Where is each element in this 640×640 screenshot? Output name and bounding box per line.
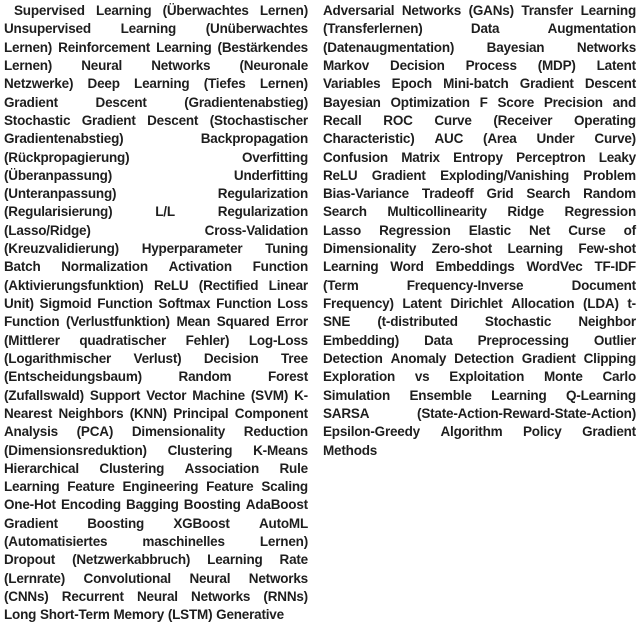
- word: (Bestärkendes: [217, 39, 308, 55]
- word: (Tiefes: [203, 76, 246, 92]
- word: Transfer: [521, 3, 574, 18]
- word: Lernen): [4, 57, 53, 73]
- text-line: [4, 496, 308, 514]
- text-line: [323, 57, 636, 75]
- text-line: [4, 423, 308, 441]
- word: Clustering: [99, 460, 165, 476]
- word: F: [479, 94, 488, 110]
- text-line: [4, 350, 308, 368]
- word: Support: [89, 387, 141, 403]
- text-line: [323, 442, 636, 460]
- word: Elastic: [468, 222, 511, 238]
- word: (Regularisierung): [4, 204, 113, 220]
- word: Curve): [594, 131, 636, 147]
- word: Loss: [277, 296, 308, 311]
- word: L/L: [155, 204, 175, 220]
- text-line: [323, 313, 636, 331]
- word: Activation: [168, 259, 232, 275]
- word: Embedding): [323, 332, 399, 348]
- word: Stochastic: [484, 314, 552, 330]
- word: Hyperparameter: [141, 241, 243, 257]
- word: Ensemble: [409, 387, 472, 403]
- word: AutoML: [258, 515, 308, 531]
- word: (CNNs): [4, 589, 49, 604]
- word: Descent: [584, 76, 636, 92]
- text-line: [4, 39, 308, 57]
- word: Networks: [151, 57, 211, 73]
- word: Algorithm: [440, 424, 503, 440]
- text-line: [4, 130, 308, 148]
- text-line: [323, 167, 636, 185]
- word: vs: [414, 369, 430, 385]
- word: t-: [627, 296, 636, 311]
- text-line: [323, 277, 636, 295]
- word: Lernen): [259, 534, 308, 550]
- word: Methods: [323, 442, 378, 458]
- word: Frequency-Inverse: [406, 277, 524, 293]
- word: Gradient: [4, 94, 58, 110]
- word: Ridge: [507, 204, 544, 220]
- text-line: [4, 167, 308, 185]
- text-line: [323, 203, 636, 221]
- text-line: [4, 94, 308, 112]
- word: Scaling: [261, 479, 308, 495]
- text-line: [4, 515, 308, 533]
- word: Gradient: [519, 76, 574, 92]
- text-line: [323, 112, 636, 130]
- word: (Automatisiertes: [4, 534, 108, 550]
- word: Stochastic: [4, 112, 71, 128]
- word: Data: [470, 21, 500, 37]
- text-line: [4, 478, 308, 496]
- word: Word: [390, 259, 424, 275]
- word: Clustering: [167, 442, 233, 458]
- word: Learning: [507, 241, 563, 257]
- word: SARSA: [323, 405, 370, 421]
- word: Neighbors: [58, 405, 124, 421]
- word: Lernen): [259, 3, 308, 18]
- text-line: [323, 185, 636, 203]
- word: Descent: [95, 94, 147, 110]
- word: Tuning: [265, 241, 308, 257]
- text-line: [323, 368, 636, 386]
- word: Batch: [4, 259, 41, 275]
- word: Analysis: [4, 424, 58, 440]
- word: Function: [4, 314, 60, 330]
- text-line: [4, 2, 308, 20]
- word: Unit): [4, 296, 34, 311]
- word: Feature: [206, 479, 254, 495]
- text-line: [323, 295, 636, 313]
- word: Bayesian: [323, 94, 381, 110]
- text-line: [4, 240, 308, 258]
- text-line: [4, 295, 308, 313]
- word: Random: [583, 186, 636, 202]
- text-column-right: [323, 2, 636, 640]
- word: Carlo: [602, 369, 636, 385]
- word: Recall: [323, 112, 362, 128]
- text-line: [323, 20, 636, 38]
- word: Netzwerke): [4, 76, 74, 92]
- word: Function: [252, 259, 308, 275]
- word: Gradient: [521, 350, 576, 366]
- word: Curse: [568, 222, 606, 238]
- word: (GANs): [468, 3, 514, 18]
- word: Frequency): [323, 296, 394, 311]
- word: Lernen): [259, 76, 308, 92]
- text-line: [4, 606, 308, 624]
- word: Learning: [134, 76, 190, 92]
- word: (State-Action-Reward-State-Action): [417, 405, 636, 421]
- word: Problem: [583, 167, 636, 183]
- word: Simulation: [323, 387, 391, 403]
- word: (KNN): [129, 405, 167, 421]
- word: Latent: [402, 296, 442, 311]
- word: (Area: [483, 131, 517, 147]
- word: (Zufallswald): [4, 387, 84, 403]
- text-line: [4, 332, 308, 350]
- word: Networks: [401, 3, 462, 18]
- word: Gradient: [4, 515, 58, 531]
- word: Machine: [192, 387, 245, 403]
- word: (Neuronale: [239, 57, 308, 73]
- text-line: [323, 2, 636, 20]
- word: Learning: [491, 387, 547, 403]
- word: Error: [275, 314, 308, 330]
- word: Lernen): [4, 39, 53, 55]
- word: Curve: [434, 112, 472, 128]
- word: Rule: [279, 460, 308, 476]
- word: ReLU: [153, 277, 189, 293]
- word: Boosting: [87, 515, 145, 531]
- word: (Gradientenabstieg): [184, 94, 308, 110]
- word: SNE: [323, 314, 351, 330]
- word: Regularization: [217, 186, 308, 202]
- word: Fehler): [185, 332, 230, 348]
- word: maschinelles: [142, 534, 225, 550]
- text-line: [4, 277, 308, 295]
- word: Gradientenabstieg): [4, 131, 124, 147]
- word: Sigmoid: [39, 296, 92, 311]
- word: Convolutional: [83, 570, 171, 586]
- word: Latent: [596, 57, 636, 73]
- word: (Dimensionsreduktion): [4, 442, 147, 458]
- word: Bayesian: [486, 39, 545, 55]
- word: Deep: [87, 76, 120, 92]
- word: Vector: [146, 387, 187, 403]
- text-line: [323, 332, 636, 350]
- word: Function: [97, 296, 153, 311]
- text-line: [4, 313, 308, 331]
- word: Policy: [522, 424, 562, 440]
- text-column-left: [4, 2, 308, 640]
- word: (Überanpassung): [4, 167, 113, 183]
- word: Decision: [203, 350, 259, 366]
- word: Adversarial: [323, 3, 395, 18]
- word: Perceptron: [516, 149, 586, 165]
- word: Neural: [136, 589, 178, 604]
- word: (Entscheidungsbaum): [4, 369, 142, 385]
- word: (Logarithmischer: [4, 350, 112, 366]
- text-line: [323, 94, 636, 112]
- text-line: [323, 130, 636, 148]
- word: Learning: [95, 3, 152, 18]
- word: (t-distributed: [377, 314, 458, 330]
- word: (Netzwerkabbruch): [72, 552, 191, 568]
- word: Association: [184, 460, 259, 476]
- word: Nearest: [4, 405, 53, 421]
- word: Process: [465, 57, 517, 73]
- word: Learning: [207, 552, 263, 568]
- word: Data: [424, 332, 453, 348]
- word: Short-Term: [39, 607, 110, 623]
- text-line: [4, 112, 308, 130]
- word: Learning: [323, 259, 379, 275]
- word: Mini-batch: [443, 76, 509, 92]
- word: Exploitation: [449, 369, 525, 385]
- word: Networks: [191, 589, 251, 604]
- text-line: [4, 203, 308, 221]
- text-line: [4, 570, 308, 588]
- word: (Überwachtes: [162, 3, 249, 18]
- word: K-Means: [253, 442, 308, 458]
- word: (RNNs): [263, 589, 308, 604]
- word: Operating: [574, 112, 636, 128]
- word: Characteristic): [323, 131, 415, 147]
- text-line: [4, 405, 308, 423]
- text-line: [4, 75, 308, 93]
- word: Reinforcement: [58, 39, 151, 55]
- word: One-Hot: [4, 497, 56, 513]
- word: Variables: [323, 76, 381, 92]
- word: Learning: [580, 3, 636, 18]
- text-line: [4, 185, 308, 203]
- word: Principal: [173, 405, 229, 421]
- word: Learning: [156, 39, 212, 55]
- word: Random: [178, 369, 232, 385]
- word: Search: [323, 204, 367, 220]
- word: Bias-Variance: [323, 186, 409, 202]
- word: (Mittlerer: [4, 332, 60, 348]
- word: Encoding: [60, 497, 121, 513]
- word: Boosting: [183, 497, 241, 513]
- word: Underfitting: [233, 167, 308, 183]
- word: Regularization: [217, 204, 308, 220]
- word: Backpropagation: [200, 131, 308, 147]
- word: Document: [571, 277, 636, 293]
- word: Engineering: [122, 479, 199, 495]
- word: TF-IDF: [594, 259, 636, 275]
- word: Matrix: [401, 149, 440, 165]
- word: XGBoost: [173, 515, 230, 531]
- word: Rate: [279, 552, 308, 568]
- text-line: [4, 387, 308, 405]
- word: Detection: [454, 350, 514, 366]
- word: Squared: [216, 314, 270, 330]
- word: Dimensionality: [131, 424, 226, 440]
- word: Lasso: [323, 222, 362, 238]
- word: Verlust): [133, 350, 182, 366]
- word: (Transferlernen): [323, 21, 423, 37]
- word: Under: [536, 131, 575, 147]
- word: Neural: [81, 57, 123, 73]
- word: Descent: [147, 112, 199, 128]
- word: Multicollinearity: [387, 204, 487, 220]
- word: (Stochastischer: [209, 112, 308, 128]
- text-line: [4, 460, 308, 478]
- word: Forest: [267, 369, 308, 385]
- word: (LDA): [583, 296, 619, 311]
- word: WordVec: [526, 259, 583, 275]
- word: Learning: [4, 479, 60, 495]
- word: (Verlustfunktion): [65, 314, 170, 330]
- word: Tree: [280, 350, 308, 366]
- word: (Kreuzvalidierung): [4, 241, 119, 257]
- text-line: [323, 149, 636, 167]
- word: (Unüberwachtes: [205, 21, 308, 37]
- word: (Receiver: [493, 112, 553, 128]
- word: Detection: [323, 350, 383, 366]
- word: Outlier: [593, 332, 636, 348]
- text-line: [323, 75, 636, 93]
- word: Leaky: [598, 149, 636, 165]
- word: (Lasso/Ridge): [4, 222, 91, 238]
- word: Preprocessing: [477, 332, 569, 348]
- word: Epoch: [391, 76, 432, 92]
- word: Linear: [268, 277, 308, 293]
- word: Q-Learning: [565, 387, 636, 403]
- word: Regression: [379, 222, 451, 238]
- word: Log-Loss: [248, 332, 308, 348]
- word: Long: [4, 607, 37, 623]
- word: (PCA): [76, 424, 114, 440]
- word: (Term: [323, 277, 359, 293]
- text-line: [323, 387, 636, 405]
- word: Mean: [176, 314, 211, 330]
- text-line: [4, 442, 308, 460]
- word: Component: [234, 405, 308, 421]
- word: (SVM): [250, 387, 289, 403]
- word: Softmax: [158, 296, 211, 311]
- word: Supervised: [14, 3, 85, 18]
- word: Memory: [113, 607, 165, 623]
- word: Feature: [67, 479, 115, 495]
- text-line: [4, 551, 308, 569]
- word: Regression: [564, 204, 636, 220]
- text-line: [323, 405, 636, 423]
- word: Bagging: [126, 497, 179, 513]
- text-line: [4, 588, 308, 606]
- word: Markov: [323, 57, 370, 73]
- word: Networks: [576, 39, 636, 55]
- word: Anomaly: [390, 350, 447, 366]
- word: Tradeoff: [421, 186, 474, 202]
- text-line: [4, 368, 308, 386]
- text-line: [323, 350, 636, 368]
- word: Monte: [543, 369, 583, 385]
- word: Dropout: [4, 552, 56, 568]
- word: (Rectified: [198, 277, 259, 293]
- word: Normalization: [61, 259, 148, 275]
- word: Networks: [248, 570, 308, 586]
- word: AUC: [434, 131, 464, 147]
- word: K-: [294, 387, 308, 403]
- text-line: [4, 57, 308, 75]
- text-line: [4, 258, 308, 276]
- word: Decision: [390, 57, 445, 73]
- word: Allocation: [511, 296, 575, 311]
- word: Cross-Validation: [204, 222, 308, 238]
- word: Recurrent: [61, 589, 124, 604]
- word: Dirichlet: [450, 296, 503, 311]
- text-line: [323, 240, 636, 258]
- word: Few-shot: [578, 241, 636, 257]
- word: Reduction: [243, 424, 308, 440]
- word: Clipping: [583, 350, 636, 366]
- word: (MDP): [537, 57, 576, 73]
- text-line: [4, 533, 308, 551]
- word: (LSTM): [167, 607, 213, 623]
- word: Precision: [543, 94, 603, 110]
- word: Net: [528, 222, 551, 238]
- word: ReLU: [323, 167, 358, 183]
- word: Epsilon-Greedy: [323, 424, 420, 440]
- word: Overfitting: [241, 149, 308, 165]
- word: Confusion: [323, 149, 388, 165]
- text-line: [4, 149, 308, 167]
- word: of: [623, 222, 636, 238]
- word: Learning: [120, 21, 177, 37]
- word: Exploration: [323, 369, 396, 385]
- word: quadratischer: [79, 332, 167, 348]
- word: Hierarchical: [4, 460, 79, 476]
- word: Score: [497, 94, 535, 110]
- word: Function: [216, 296, 272, 311]
- word: Entropy: [453, 149, 503, 165]
- word: (Datenaugmentation): [323, 39, 455, 55]
- word: (Unteranpassung): [4, 186, 117, 202]
- word: Augmentation: [547, 21, 636, 37]
- text-line: [323, 423, 636, 441]
- word: Embeddings: [435, 259, 515, 275]
- word: Optimization: [390, 94, 470, 110]
- word: Exploding/Vanishing: [440, 167, 570, 183]
- word: Neighbor: [578, 314, 636, 330]
- word: Search: [526, 186, 571, 202]
- word: (Aktivierungsfunktion): [4, 277, 144, 293]
- word: Generative: [216, 607, 284, 623]
- text-line: [4, 222, 308, 240]
- word: AdaBoost: [245, 497, 308, 513]
- text-line: [323, 39, 636, 57]
- word: (Lernrate): [4, 570, 66, 586]
- word: Gradient: [81, 112, 136, 128]
- text-line: [323, 222, 636, 240]
- word: ROC: [383, 112, 413, 128]
- word: Gradient: [582, 424, 636, 440]
- word: Zero-shot: [431, 241, 493, 257]
- text-line: [4, 20, 308, 38]
- word: Dimensionality: [323, 241, 417, 257]
- word: (Rückpropagierung): [4, 149, 130, 165]
- word: Grid: [486, 186, 514, 202]
- word: Neural: [189, 570, 231, 586]
- text-line: [323, 258, 636, 276]
- word: Unsupervised: [4, 21, 91, 37]
- word: Gradient: [371, 167, 426, 183]
- word: and: [612, 94, 636, 110]
